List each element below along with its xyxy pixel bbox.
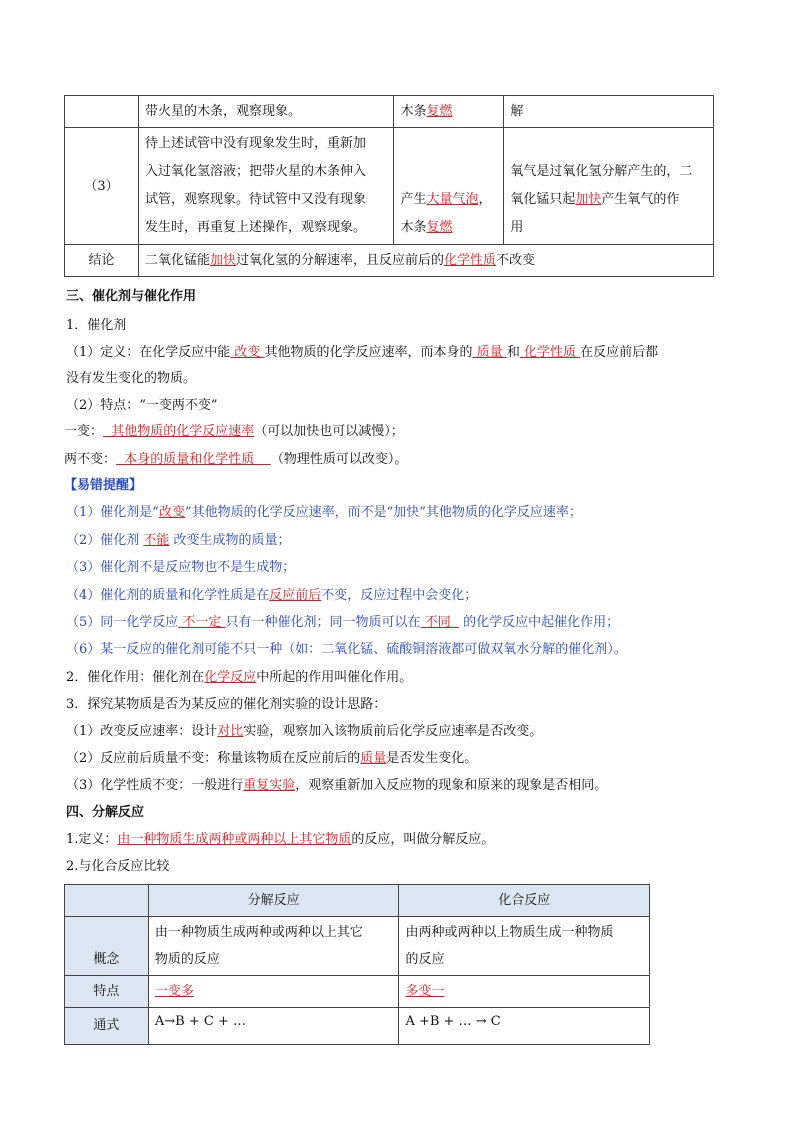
- definition-line: [66, 830, 494, 850]
- row-label: 通式: [65, 1008, 149, 1045]
- table-cell: [65, 96, 139, 128]
- text: 在反应前后都: [580, 345, 659, 360]
- tip-line: [66, 586, 477, 606]
- text: 中所起的作用叫催化作用。: [256, 670, 413, 685]
- table-cell: [394, 96, 504, 128]
- text: 其他物质的化学反应速率，而本身的: [264, 345, 473, 360]
- answer: 一变多: [154, 984, 194, 999]
- row-label: 概念: [65, 917, 149, 976]
- experiment-table: [64, 95, 714, 277]
- subheading: 1．催化剂: [66, 318, 127, 333]
- text-line: 3．探究某物质是否为某反应的催化剂实验的设计思路：: [66, 697, 387, 712]
- text-line: [66, 776, 607, 796]
- answer: 质量: [472, 345, 507, 360]
- table-cell: [148, 917, 399, 976]
- feature-line: （2）特点：“一变两不变”: [66, 398, 218, 413]
- table-cell: [399, 976, 650, 1008]
- text: 氧化锰只起: [510, 192, 576, 207]
- text: （可以加快也可以减慢）；: [254, 424, 404, 439]
- tip-line: [66, 503, 582, 523]
- text-line: [400, 214, 497, 242]
- text: 木条: [400, 104, 427, 119]
- text: 一变：: [64, 424, 104, 439]
- text: （1）定义：在化学反应中能: [66, 345, 231, 360]
- answer: 不一定: [178, 615, 226, 630]
- text-line: 试管，观察现象。待试管中又没有现象: [144, 192, 366, 207]
- answer: 化学性质: [443, 253, 496, 268]
- conclusion-label: 结论: [65, 245, 139, 277]
- table-cell: [399, 917, 650, 976]
- table-row: [65, 917, 650, 976]
- table-cell: A +B + … → C: [399, 1008, 650, 1045]
- definition-line: 没有发生变化的物质。: [66, 371, 197, 386]
- table-cell: [138, 128, 394, 245]
- answer: 改变: [158, 505, 185, 520]
- text: （2）催化剂: [66, 533, 144, 548]
- text: 2．催化作用：催化剂在: [66, 670, 205, 685]
- text: 二氧化锰能: [144, 253, 210, 268]
- table-row: [65, 96, 714, 128]
- text: （1）改变反应速率：设计: [66, 724, 218, 739]
- text-line: [66, 668, 412, 688]
- table-header-row: [65, 885, 650, 917]
- text: ”其他物质的化学反应速率，而不是“加快”其他物质的化学反应速率；: [184, 505, 582, 520]
- tip-line: [66, 531, 291, 551]
- text: 过氧化氢的分解速率，且反应前后的: [235, 253, 444, 268]
- answer: 化学反应: [204, 670, 257, 685]
- text: 改变生成物的质量；: [169, 533, 291, 548]
- answer: 本身的质量和化学性质: [116, 452, 271, 467]
- section-heading: 三、催化剂与催化作用: [66, 289, 197, 304]
- text: 是否发生变化。: [386, 751, 478, 766]
- text: （4）催化剂的质量和化学性质是在: [66, 588, 270, 603]
- text-line: [400, 186, 497, 214]
- text-line: 物质的反应: [154, 952, 220, 967]
- answer: 加快: [575, 192, 602, 207]
- table-cell: [394, 128, 504, 245]
- conclusion-text: [138, 245, 713, 277]
- table-row: [65, 976, 650, 1008]
- answer: 反应前后: [269, 588, 322, 603]
- text: 只有一种催化剂；同一物质可以在: [225, 615, 421, 630]
- text: 和: [506, 345, 520, 360]
- text: （1）催化剂是“: [66, 505, 159, 520]
- text-line: 用: [510, 220, 524, 235]
- text-line: [66, 722, 542, 742]
- text-line: 2.与化合反应比较: [66, 859, 170, 874]
- answer: 大量气泡: [426, 192, 479, 207]
- text: ，观察重新加入反应物的现象和原来的现象是否相同。: [295, 778, 608, 793]
- answer: 重复实验: [243, 778, 296, 793]
- table-row: [65, 245, 714, 277]
- one-change-line: [64, 422, 404, 442]
- answer: 不能: [143, 533, 170, 548]
- answer: 不同: [420, 615, 459, 630]
- answer: 对比: [217, 724, 244, 739]
- step-number: （3）: [65, 128, 139, 245]
- compare-table: [64, 884, 650, 1045]
- text: ，: [478, 192, 492, 207]
- text: （3）化学性质不变：一般进行: [66, 778, 244, 793]
- two-unchanged-line: [64, 450, 407, 470]
- text-line: [66, 749, 477, 769]
- table-cell: 解: [504, 96, 714, 128]
- text-line: 由两种或两种以上物质生成一种物质: [405, 925, 614, 940]
- header-cell: [65, 885, 149, 917]
- text-line: [510, 186, 707, 214]
- text-line: 氧气是过氧化氢分解产生的，二: [510, 164, 693, 179]
- text: 木条: [400, 220, 427, 235]
- text: 两不变：: [64, 452, 117, 467]
- table-cell: [148, 976, 399, 1008]
- answer: 改变: [230, 345, 265, 360]
- text: 产生: [400, 192, 427, 207]
- text-line: 的反应: [405, 952, 445, 967]
- text: （5）同一化学反应: [66, 615, 179, 630]
- definition-line: [66, 343, 658, 363]
- table-row: [65, 1008, 650, 1045]
- answer: 其他物质的化学反应速率: [103, 424, 255, 439]
- answer: 多变一: [405, 984, 445, 999]
- header-cell: 分解反应: [148, 885, 399, 917]
- answer: 加快: [209, 253, 236, 268]
- answer: 复燃: [426, 104, 453, 119]
- answer: 化学性质: [519, 345, 581, 360]
- table-cell: A→B + C + …: [148, 1008, 399, 1045]
- answer: 由一种物质生成两种或两种以上其它物质: [117, 832, 352, 847]
- text: 的反应，叫做分解反应。: [351, 832, 495, 847]
- tip-line: （3）催化剂不是反应物也不是生成物；: [66, 560, 296, 575]
- tip-heading: 【易错提醒】: [64, 478, 143, 493]
- table-row: [65, 128, 714, 245]
- text: （2）反应前后质量不变：称量该物质在反应前后的: [66, 751, 361, 766]
- header-cell: 化合反应: [399, 885, 650, 917]
- text-line: 发生时，再重复上述操作，观察现象。: [144, 220, 366, 235]
- text-line: 待上述试管中没有现象发生时，重新加: [144, 136, 366, 151]
- table-cell: 带火星的木条，观察现象。: [138, 96, 394, 128]
- section-heading: 四、分解反应: [66, 805, 145, 820]
- text: 产生氧气的作: [601, 192, 680, 207]
- table-cell: [504, 128, 714, 245]
- text: 1.定义：: [66, 832, 118, 847]
- text: 的化学反应中起催化作用；: [458, 615, 620, 630]
- text: 实验，观察加入该物质前后化学反应速率是否改变。: [243, 724, 543, 739]
- answer: 复燃: [426, 220, 453, 235]
- tip-line: [66, 613, 619, 633]
- text: 不变，反应过程中会变化；: [321, 588, 478, 603]
- text-line: 入过氧化氢溶液；把带火星的木条伸入: [144, 164, 366, 179]
- text-line: 由一种物质生成两种或两种以上其它: [154, 925, 363, 940]
- text: 不改变: [496, 253, 536, 268]
- row-label: 特点: [65, 976, 149, 1008]
- tip-line: （6）某一反应的催化剂可能不只一种（如：二氧化锰、硫酸铜溶液都可做双氧水分解的催化剂）。: [66, 642, 627, 657]
- text: （物理性质可以改变）。: [270, 452, 408, 467]
- answer: 质量: [360, 751, 387, 766]
